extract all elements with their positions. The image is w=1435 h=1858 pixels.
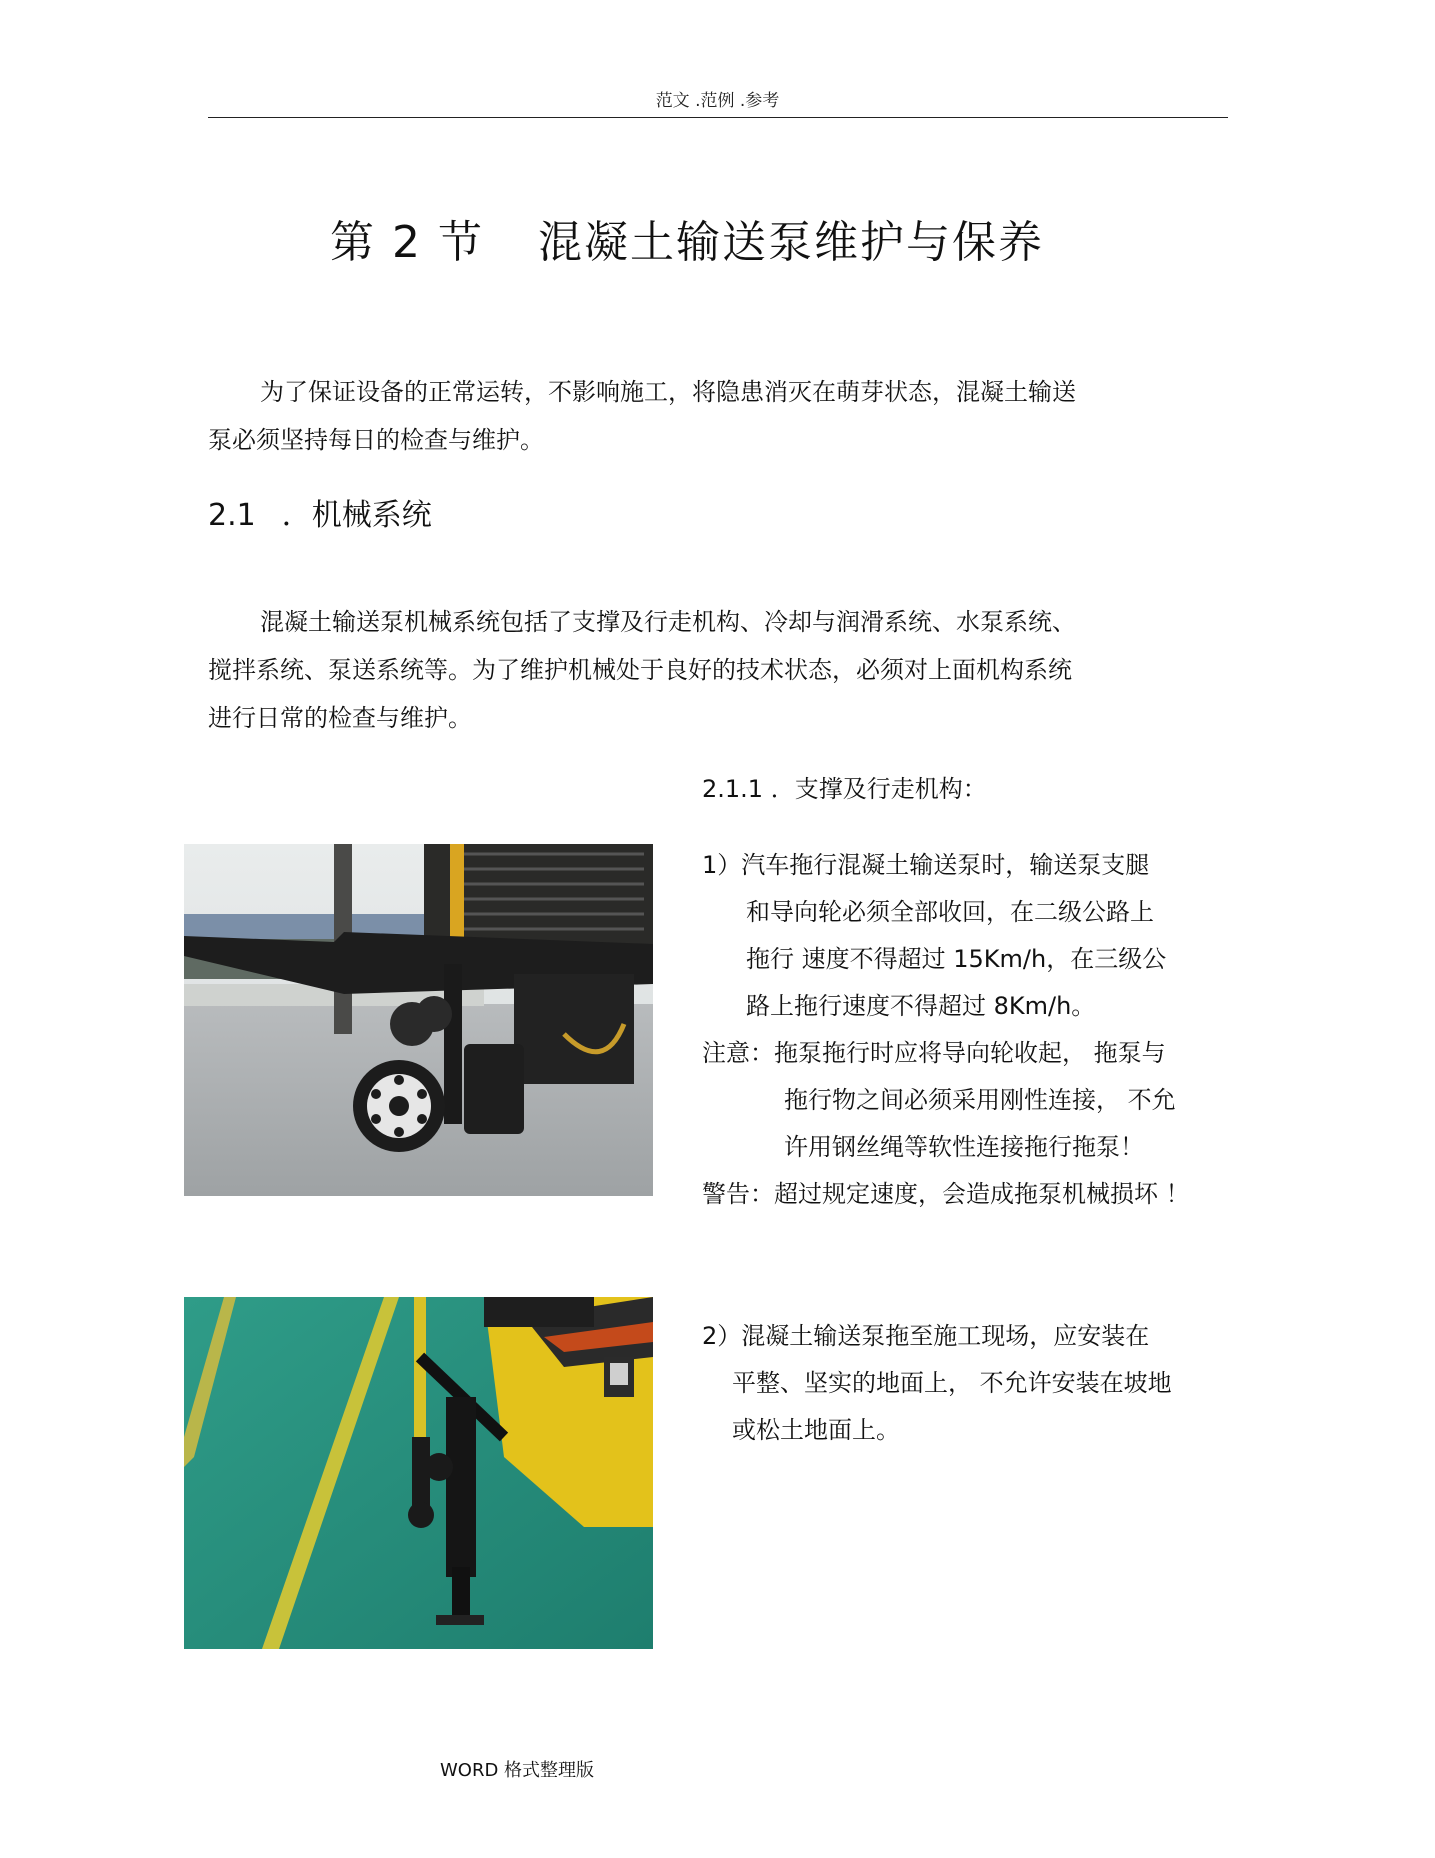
subsubsection-heading: 2.1.1 ．支撑及行走机构： <box>702 775 987 803</box>
mech-line-1: 混凝土输送泵机械系统包括了支撑及行走机构、冷却与润滑系统、水泵系统、 <box>260 608 1076 636</box>
towing-wheel-illustration <box>184 844 653 1196</box>
page-title <box>330 206 1044 270</box>
subsection-heading <box>208 490 432 534</box>
item1-line-4: 路上拖行速度不得超过 8Km/h。 <box>746 992 1096 1020</box>
item2-line-2: 平整、坚实的地面上， 不允许安装在坡地 <box>732 1369 1172 1397</box>
page-header: 范文 .范例 .参考 <box>655 91 780 111</box>
mech-line-2: 搅拌系统、泵送系统等。为了维护机械处于良好的技术状态，必须对上面机构系统 <box>208 656 1072 684</box>
note-line-1: 注意：拖泵拖行时应将导向轮收起， 拖泵与 <box>702 1039 1166 1067</box>
support-leg-photo <box>184 1297 653 1649</box>
item2-line-1: 2）混凝土输送泵拖至施工现场，应安装在 <box>702 1322 1150 1350</box>
mech-line-3: 进行日常的检查与维护。 <box>208 704 472 732</box>
subsection-title: ．机械系统 <box>281 498 432 533</box>
towing-wheel-photo <box>184 844 653 1196</box>
item1-line-3: 拖行 速度不得超过 15Km/h，在三级公 <box>746 945 1167 973</box>
support-leg-illustration <box>184 1297 653 1649</box>
note-line-2: 拖行物之间必须采用刚性连接， 不允 <box>784 1086 1176 1114</box>
header-divider <box>208 117 1228 118</box>
page-footer: WORD 格式整理版 <box>440 1760 595 1781</box>
section-title: 混凝土输送泵维护与保养 <box>537 217 1044 268</box>
item1-line-2: 和导向轮必须全部收回，在二级公路上 <box>746 898 1154 926</box>
section-number: 第 2 节 <box>330 217 484 268</box>
subsection-number: 2.1 <box>208 498 256 533</box>
warning-text: 警告：超过规定速度，会造成拖泵机械损坏 ！ <box>702 1180 1190 1208</box>
item1-line-1: 1）汽车拖行混凝土输送泵时，输送泵支腿 <box>702 851 1150 879</box>
item2-line-3: 或松土地面上。 <box>732 1416 900 1444</box>
intro-line-2: 泵必须坚持每日的检查与维护。 <box>208 426 544 454</box>
intro-line-1: 为了保证设备的正常运转，不影响施工，将隐患消灭在萌芽状态，混凝土输送 <box>260 378 1076 406</box>
note-line-3: 许用钢丝绳等软性连接拖行拖泵！ <box>784 1133 1144 1161</box>
